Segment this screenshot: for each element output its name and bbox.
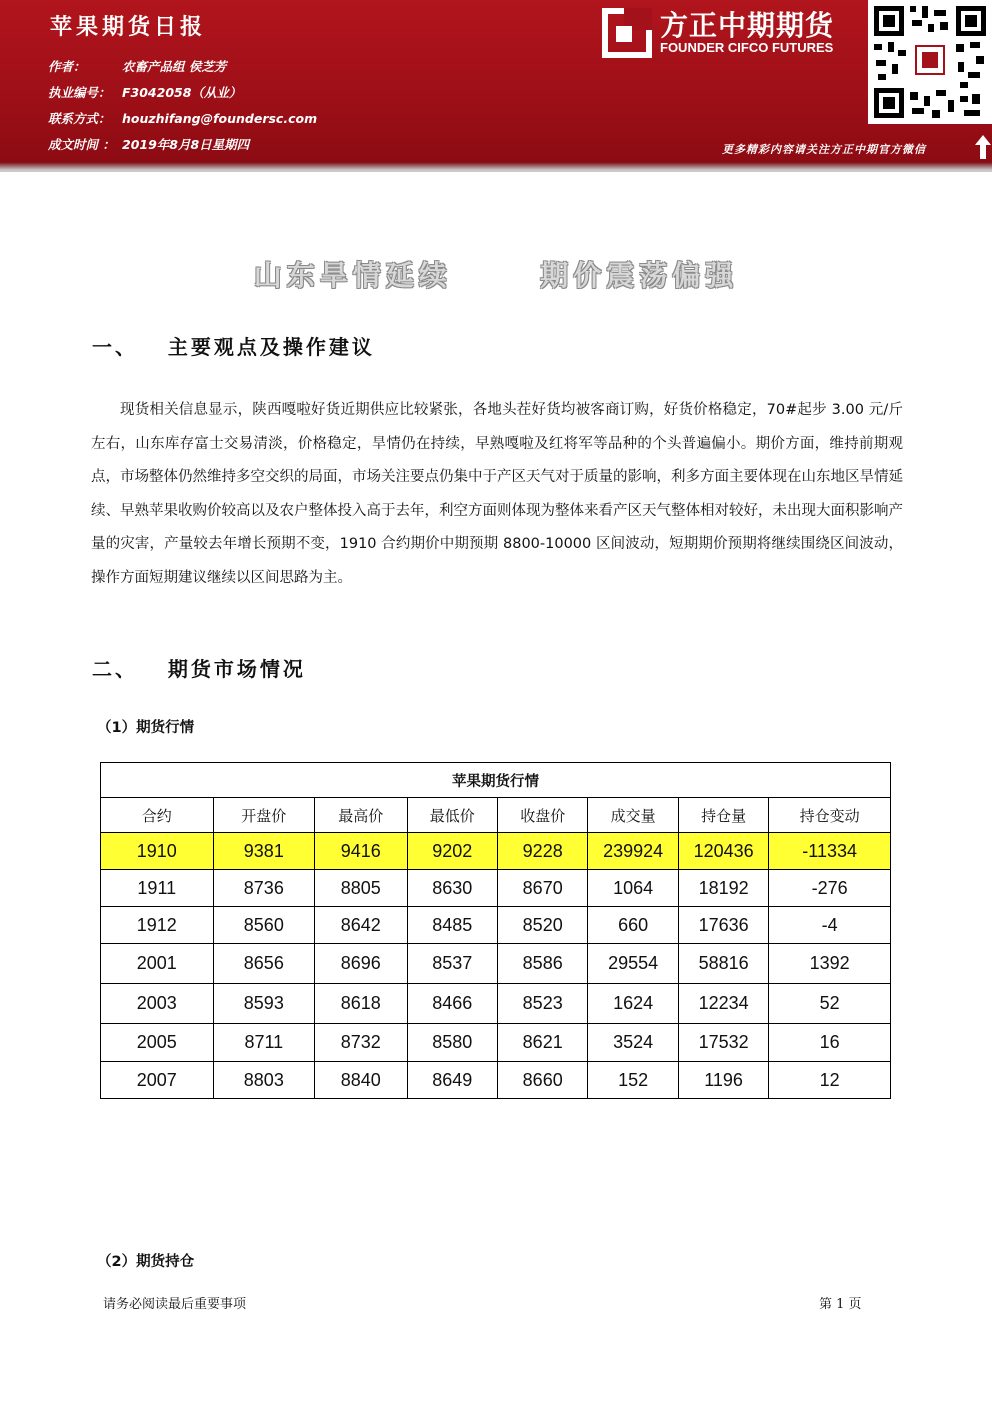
table-cell: 660 <box>588 907 678 944</box>
table-cell: 8586 <box>497 944 587 984</box>
table-row <box>101 944 891 984</box>
author-line <box>48 57 328 75</box>
table-cell: -276 <box>769 870 891 907</box>
table-cell: 8805 <box>315 870 407 907</box>
table-cell: 2005 <box>101 1024 214 1062</box>
table-cell: 58816 <box>678 944 768 984</box>
column-header: 收盘价 <box>497 798 587 833</box>
table-cell: 9202 <box>407 833 497 870</box>
table-cell: 9381 <box>213 833 315 870</box>
contact-line <box>48 109 328 127</box>
author-value: 农畜产品组 侯芝芳 <box>122 59 227 74</box>
table-cell: 8696 <box>315 944 407 984</box>
license-label: 执业编号： <box>48 85 111 100</box>
table-cell: 8670 <box>497 870 587 907</box>
date-label: 成文时间 ： <box>48 137 115 152</box>
arrow-up-icon <box>974 134 992 160</box>
table-row <box>101 984 891 1024</box>
table-cell: 8593 <box>213 984 315 1024</box>
table-cell: 16 <box>769 1024 891 1062</box>
table-cell: 18192 <box>678 870 768 907</box>
table-cell: 2003 <box>101 984 214 1024</box>
table-cell: 8630 <box>407 870 497 907</box>
header-divider <box>0 162 992 172</box>
table-cell: 8618 <box>315 984 407 1024</box>
subsection1-heading: （1）期货行情 <box>97 720 195 736</box>
table-cell: 1624 <box>588 984 678 1024</box>
table-cell: 8580 <box>407 1024 497 1062</box>
author-label: 作者： <box>48 59 86 74</box>
table-row-highlighted <box>101 833 891 870</box>
table-cell: 8711 <box>213 1024 315 1062</box>
contact-label: 联系方式： <box>48 111 111 126</box>
column-header: 成交量 <box>588 798 678 833</box>
table-caption: 苹果期货行情 <box>101 763 891 798</box>
column-header: 持仓量 <box>678 798 768 833</box>
company-logo-icon <box>602 8 652 58</box>
subsection2-heading: （2）期货持仓 <box>97 1254 195 1270</box>
column-header: 持仓变动 <box>769 798 891 833</box>
table-header-row <box>101 798 891 833</box>
table-cell: 239924 <box>588 833 678 870</box>
table-cell: 8649 <box>407 1062 497 1099</box>
table-cell: -11334 <box>769 833 891 870</box>
table-cell: 29554 <box>588 944 678 984</box>
futures-market-table <box>100 762 891 1099</box>
table-cell: 8523 <box>497 984 587 1024</box>
table-cell: 1910 <box>101 833 214 870</box>
table-cell: 1392 <box>769 944 891 984</box>
company-name-cn: 方正中期期货 <box>660 9 835 42</box>
table-cell: 8656 <box>213 944 315 984</box>
table-cell: 8560 <box>213 907 315 944</box>
qr-code-icon[interactable] <box>868 0 992 124</box>
company-name-en: FOUNDER CIFCO FUTURES <box>660 40 834 55</box>
table-row <box>101 1062 891 1099</box>
table-cell: 1911 <box>101 870 214 907</box>
table-cell: 1912 <box>101 907 214 944</box>
table-cell: 1196 <box>678 1062 768 1099</box>
column-header: 合约 <box>101 798 214 833</box>
table-cell: 12234 <box>678 984 768 1024</box>
section1-heading: 一、 主要观点及操作建议 <box>92 335 375 359</box>
date-value: 2019年8月8日星期四 <box>122 137 250 152</box>
table-cell: 2007 <box>101 1062 214 1099</box>
report-title: 苹果期货日报 <box>50 14 207 40</box>
table-cell: 152 <box>588 1062 678 1099</box>
table-cell: 8520 <box>497 907 587 944</box>
column-header: 最高价 <box>315 798 407 833</box>
table-row <box>101 907 891 944</box>
table-cell: 8466 <box>407 984 497 1024</box>
follow-note: 更多精彩内容请关注方正中期官方微信 <box>722 143 926 156</box>
table-cell: 8803 <box>213 1062 315 1099</box>
table-cell: 9416 <box>315 833 407 870</box>
table-cell: 17636 <box>678 907 768 944</box>
section1-paragraph: 现货相关信息显示，陕西嘎啦好货近期供应比较紧张，各地头茬好货均被客商订购，好货价格稳定，70#起步 3.00 元/斤左右，山东库存富士交易清淡，价格稳定，旱情仍在持续，早熟嘎啦及红将军等品种的个头普遍偏小。期价方面，维持前期观点，市场整体仍然维持多空交织的局面，市场关注要点仍集中于产区天气对于质量的影响，利多方面主要体现在山东地区旱情延续、早熟苹果收购价较高以及农户整体投入高于去年，利空方面则体现为整体来看产区天气整体相对较好，未出现大面积影响产量的灾害，产量较去年增长预期不变，1910 合约期价中期预期 8800-10000 区间波动，短期期价预期将继续围绕区间波动，操作方面短期建议继续以区间思路为主。 <box>91 402 903 586</box>
contact-value[interactable]: houzhifang@foundersc.com <box>122 111 318 126</box>
table-cell: 3524 <box>588 1024 678 1062</box>
table-cell: 8485 <box>407 907 497 944</box>
table-cell: 8840 <box>315 1062 407 1099</box>
table-cell: 120436 <box>678 833 768 870</box>
date-line <box>48 135 328 153</box>
table-cell: 8621 <box>497 1024 587 1062</box>
page-number: 第 1 页 <box>819 1297 862 1312</box>
report-header <box>0 0 992 162</box>
table-cell: 52 <box>769 984 891 1024</box>
table-cell: 1064 <box>588 870 678 907</box>
table-row <box>101 1024 891 1062</box>
footer-disclaimer: 请务必阅读最后重要事项 <box>103 1297 247 1312</box>
column-header: 最低价 <box>407 798 497 833</box>
table-cell: 17532 <box>678 1024 768 1062</box>
document-title: 山东旱情延续 期价震荡偏强 <box>253 259 739 292</box>
table-cell: 8736 <box>213 870 315 907</box>
table-cell: 9228 <box>497 833 587 870</box>
table-cell: -4 <box>769 907 891 944</box>
table-cell: 8642 <box>315 907 407 944</box>
table-cell: 12 <box>769 1062 891 1099</box>
column-header: 开盘价 <box>213 798 315 833</box>
section2-heading: 二、 期货市场情况 <box>92 657 306 681</box>
table-row <box>101 870 891 907</box>
license-line <box>48 83 328 101</box>
table-cell: 2001 <box>101 944 214 984</box>
table-cell: 8732 <box>315 1024 407 1062</box>
table-cell: 8537 <box>407 944 497 984</box>
table-cell: 8660 <box>497 1062 587 1099</box>
license-value: F3042058（从业） <box>122 85 242 100</box>
